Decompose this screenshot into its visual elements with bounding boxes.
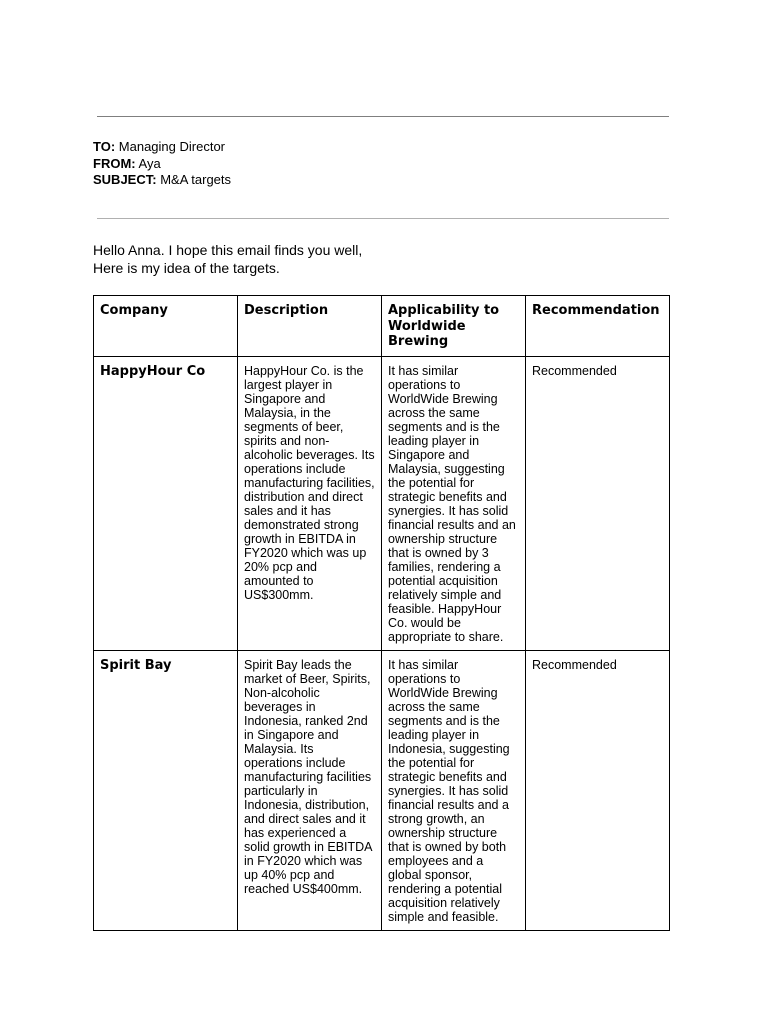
greeting-line-1: Hello Anna. I hope this email finds you well,: [93, 242, 363, 258]
greeting-line-2: Here is my idea of the targets.: [93, 259, 280, 276]
memo-subject: [93, 172, 231, 189]
table-row: [94, 356, 670, 650]
company-cell: HappyHour Co: [94, 356, 238, 650]
memo-to-label: TO:: [93, 139, 116, 154]
memo-from-label: FROM:: [93, 155, 136, 171]
description-cell: Spirit Bay leads the market of Beer, Spirits, Non-alcoholic beverages in Indonesia, ranked 2nd in Singapore and Malaysia. Its operations include manufacturing facilities particularly in Indonesia, distribution, and direct sales and it has experienced a solid growth in EBITDA in FY2020 which was up 40% pcp and reached US$400mm.: [238, 650, 382, 930]
memo-from-value: Aya: [138, 155, 161, 171]
targets-table: [93, 295, 670, 931]
header-description: Description: [238, 296, 382, 357]
header-divider: [97, 218, 669, 219]
memo-subject-label: SUBJECT:: [93, 172, 157, 187]
applicability-cell: It has similar operations to WorldWide Brewing across the same segments and is the leading player in Singapore and Malaysia, suggesting the potential for strategic benefits and synergies. It has solid financial results and an ownership structure that is owned by 3 families, rendering a potential acquisition relatively simple and feasible. HappyHour Co. would be appropriate to share.: [382, 356, 526, 650]
header-company: Company: [94, 296, 238, 357]
top-divider: [97, 116, 669, 117]
memo-from: [93, 156, 231, 173]
memo-header: [93, 139, 231, 189]
memo-to: [93, 139, 231, 156]
memo-to-value: Managing Director: [118, 139, 225, 154]
description-cell: HappyHour Co. is the largest player in Singapore and Malaysia, in the segments of beer, spirits and non-alcoholic beverages. Its operations include manufacturing facilities, distribution and direct sales and it has demonstrated strong growth in EBITDA in FY2020 which was up 20% pcp and amounted to US$300mm.: [238, 356, 382, 650]
email-greeting: [93, 242, 362, 277]
memo-subject-value: M&A targets: [160, 172, 232, 187]
applicability-cell: It has similar operations to WorldWide Brewing across the same segments and is the leading player in Indonesia, suggesting the potential for strategic benefits and synergies. It has solid financial results and a strong growth, an ownership structure that is owned by both employees and a global sponsor, rendering a potential acquisition relatively simple and feasible.: [382, 650, 526, 930]
header-recommendation: Recommendation: [526, 296, 670, 357]
recommendation-cell: Recommended: [526, 650, 670, 930]
table-header-row: [94, 296, 670, 357]
table-row: [94, 650, 670, 930]
header-applicability: Applicability to Worldwide Brewing: [382, 296, 526, 357]
company-cell: Spirit Bay: [94, 650, 238, 930]
recommendation-cell: Recommended: [526, 356, 670, 650]
